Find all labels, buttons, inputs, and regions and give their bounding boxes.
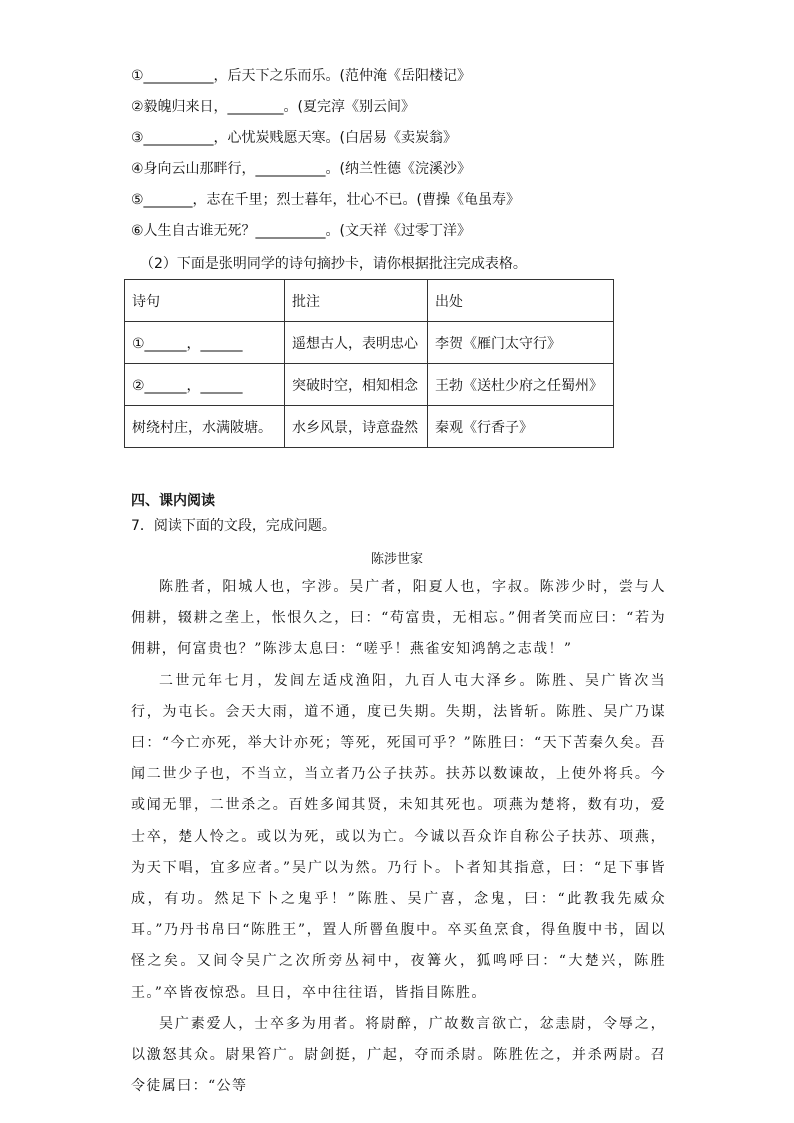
question-7-prompt: 7．阅读下面的文段，完成问题。 — [131, 518, 336, 534]
table-cell: 王勃《送杜少府之任蜀州》 — [428, 364, 614, 406]
table-cell: 秦观《行香子》 — [428, 406, 614, 448]
fill-blank-item-2: ②毅魄归来日，________。(夏完淳《别云间》 — [131, 99, 416, 115]
passage-title: 陈涉世家 — [370, 552, 423, 567]
table-header-cell: 出处 — [428, 280, 614, 322]
table-cell: ②______，______ — [125, 364, 285, 406]
passage-paragraph: 二世元年七月，发闾左适戍渔阳，九百人屯大泽乡。陈胜、吴广皆次当行，为屯长。会天大雨，道不通，度已失期。失期，法皆斩。陈胜、吴广乃谋曰：“今亡亦死，举大计亦死；等死，死国可乎？”陈胜曰：“天下苦秦久矣。吾闻二世少子也，不当立，当立者乃公子扶苏。扶苏以数谏故，上使外将兵。今或闻无罪，二世杀之。百姓多闻其贤，未知其死也。项燕为楚将，数有功，爱士卒，楚人怜之。或以为死，或以为亡。今诚以吾众诈自称公子扶苏、项燕，为天下唱，宜多应者。”吴广以为然。乃行卜。卜者知其指意，曰：“足下事皆成，有功。然足下卜之鬼乎！”陈胜、吴广喜，念鬼，曰：“此教我先威众耳。”乃丹书帛曰“陈胜王”，置人所罾鱼腹中。卒买鱼烹食，得鱼腹中书，固以怪之矣。又间令吴广之次所旁丛祠中，夜篝火，狐鸣呼曰：“大楚兴，陈胜王。”卒皆夜惊恐。旦日，卒中往往语，皆指目陈胜。 — [131, 672, 666, 1001]
passage-paragraph: 陈胜者，阳城人也，字涉。吴广者，阳夏人也，字叔。陈涉少时，尝与人佣耕，辍耕之垄上，怅恨久之，曰：“苟富贵，无相忘。”佣者笑而应曰：“若为佣耕，何富贵也？”陈涉太息曰：“嗟乎！燕雀安知鸿鹄之志哉！” — [131, 579, 666, 658]
table-row — [125, 322, 614, 364]
table-cell: 突破时空，相知相念 — [285, 364, 428, 406]
fill-blank-item-3: ③__________，心忧炭贱愿天寒。(白居易《卖炭翁》 — [131, 130, 458, 146]
passage-paragraph: 吴广素爱人，士卒多为用者。将尉醉，广故数言欲亡，忿恚尉，令辱之，以激怒其众。尉果笞广。尉剑挺，广起，夺而杀尉。陈胜佐之，并杀两尉。召令徒属曰：“公等 — [131, 1015, 666, 1095]
fill-blank-item-1: ①__________，后天下之乐而乐。(范仲淹《岳阳楼记》 — [131, 68, 472, 84]
table-header-row — [125, 280, 614, 322]
table-cell: 水乡风景，诗意盎然 — [285, 406, 428, 448]
poetry-card-table — [124, 279, 614, 448]
table-header-cell: 诗句 — [125, 280, 285, 322]
table-row — [125, 406, 614, 448]
reading-passage — [131, 572, 666, 1102]
fill-blank-item-4: ④身向云山那畔行，__________。(纳兰性德《浣溪沙》 — [131, 161, 472, 177]
table-cell: 李贺《雁门太守行》 — [428, 322, 614, 364]
table-cell: ①______，______ — [125, 322, 285, 364]
fill-blank-item-5: ⑤_______，志在千里；烈士暮年，壮心不已。(曹操《龟虽寿》 — [131, 192, 521, 208]
table-cell: 遥想古人，表明忠心 — [285, 322, 428, 364]
table-header-cell: 批注 — [285, 280, 428, 322]
part-2-instruction: （2）下面是张明同学的诗句摘抄卡，请你根据批注完成表格。 — [140, 256, 527, 272]
section-heading: 四、课内阅读 — [131, 493, 215, 509]
table-cell: 树绕村庄，水满陂塘。 — [125, 406, 285, 448]
table-row — [125, 364, 614, 406]
fill-blank-item-6: ⑥人生自古谁无死？__________。(文天祥《过零丁洋》 — [131, 223, 472, 239]
